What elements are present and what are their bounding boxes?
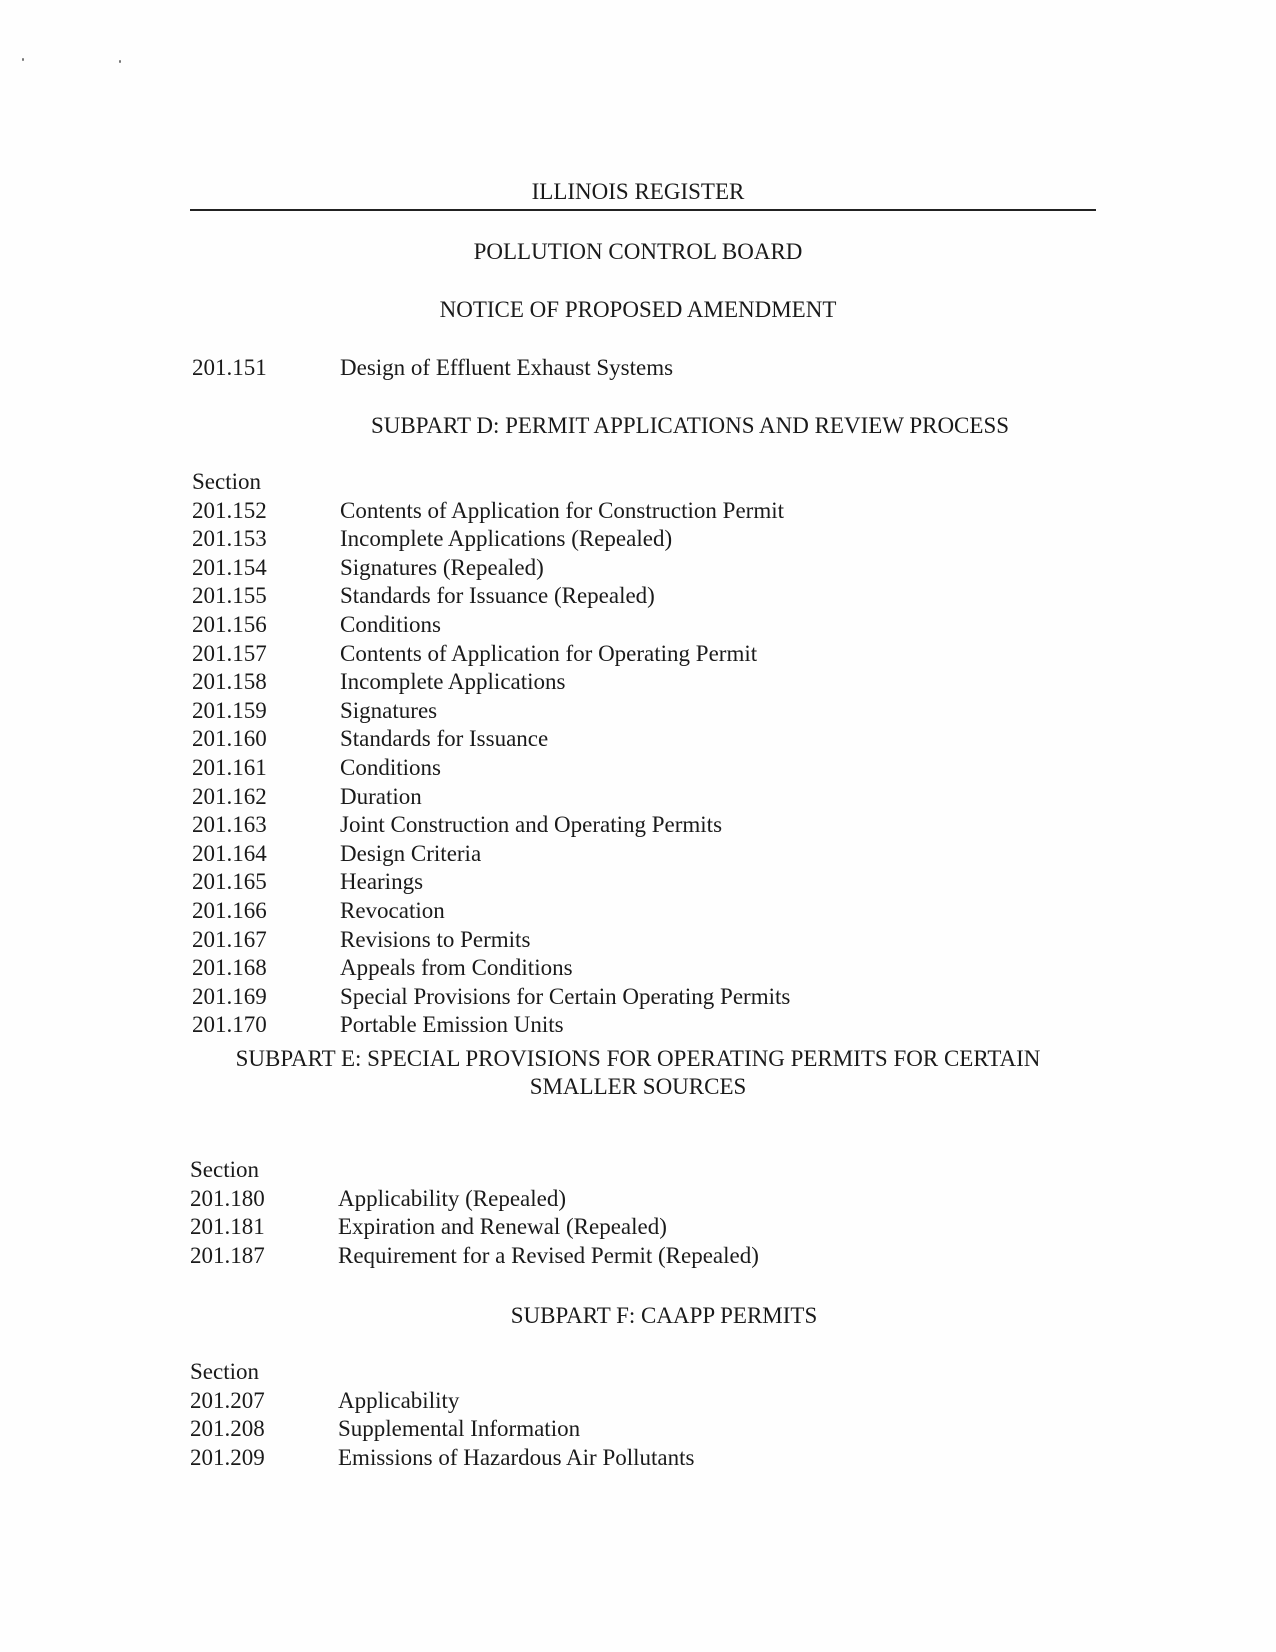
section-title: Portable Emission Units	[340, 1012, 564, 1038]
toc-row	[192, 926, 1092, 955]
toc-row	[192, 611, 1092, 640]
toc-row	[190, 1415, 1090, 1444]
section-number: 201.165	[192, 869, 267, 895]
section-title: Design Criteria	[340, 840, 482, 866]
section-number: 201.166	[192, 897, 267, 923]
section-title: Revisions to Permits	[340, 926, 531, 952]
section-number: 201.170	[192, 1012, 267, 1038]
toc-row	[192, 697, 1092, 726]
section-number: 201.187	[190, 1242, 265, 1268]
section-number: 201.151	[192, 355, 267, 380]
section-title: Expiration and Renewal (Repealed)	[338, 1214, 667, 1240]
section-title: Contents of Application for Operating Permit	[340, 640, 758, 666]
section-title: Hearings	[340, 869, 424, 895]
section-number: 201.208	[190, 1416, 265, 1442]
section-title: Standards for Issuance	[340, 726, 549, 752]
toc-row	[192, 811, 1092, 840]
toc-row	[192, 525, 1092, 554]
section-number: 201.209	[190, 1444, 265, 1470]
section-column-label: Section	[190, 1359, 259, 1384]
toc-row	[190, 1213, 1090, 1242]
subpart-e-list	[190, 1156, 1090, 1270]
section-title: Design of Effluent Exhaust Systems	[340, 355, 674, 380]
subpart-e-heading-line2: SMALLER SOURCES	[529, 1074, 747, 1099]
intro-entry	[192, 354, 1092, 383]
section-title: Special Provisions for Certain Operating Permits	[340, 983, 791, 1009]
section-number: 201.160	[192, 726, 267, 752]
notice-title: NOTICE OF PROPOSED AMENDMENT	[439, 297, 837, 322]
section-number: 201.207	[190, 1387, 265, 1413]
section-title: Signatures (Repealed)	[340, 554, 544, 580]
section-number: 201.153	[192, 526, 267, 552]
section-column-label: Section	[190, 1157, 259, 1182]
section-number: 201.181	[190, 1214, 265, 1240]
toc-row	[190, 1444, 1090, 1473]
scan-speck	[22, 58, 24, 61]
toc-row	[192, 668, 1092, 697]
section-number: 201.168	[192, 955, 267, 981]
section-number: 201.161	[192, 754, 267, 780]
section-title: Signatures	[340, 697, 438, 723]
toc-row	[192, 868, 1092, 897]
toc-row	[192, 840, 1092, 869]
section-title: Incomplete Applications (Repealed)	[340, 526, 673, 552]
section-title: Standards for Issuance (Repealed)	[340, 583, 655, 609]
section-title: Joint Construction and Operating Permits	[340, 812, 723, 838]
section-title: Appeals from Conditions	[340, 955, 573, 981]
section-title: Conditions	[340, 754, 441, 780]
section-title: Contents of Application for Construction Permit	[340, 497, 784, 523]
section-column-label: Section	[192, 469, 261, 494]
toc-row	[192, 497, 1092, 526]
section-number: 201.163	[192, 812, 267, 838]
toc-row	[192, 725, 1092, 754]
subpart-d-heading: SUBPART D: PERMIT APPLICATIONS AND REVIEW PROCESS	[370, 413, 1010, 438]
section-title: Requirement for a Revised Permit (Repealed)	[338, 1242, 759, 1268]
toc-row	[192, 1011, 1092, 1040]
toc-row	[192, 582, 1092, 611]
header-rule	[190, 209, 1096, 211]
toc-row	[192, 554, 1092, 583]
register-title: ILLINOIS REGISTER	[531, 179, 745, 204]
toc-row	[192, 954, 1092, 983]
section-title: Emissions of Hazardous Air Pollutants	[338, 1444, 695, 1470]
toc-row	[192, 783, 1092, 812]
subpart-f-list	[190, 1358, 1090, 1472]
section-title: Applicability	[338, 1387, 460, 1413]
section-number: 201.154	[192, 554, 267, 580]
subpart-f-heading: SUBPART F: CAAPP PERMITS	[510, 1303, 818, 1328]
section-number: 201.164	[192, 840, 267, 866]
subpart-e-heading-line1: SUBPART E: SPECIAL PROVISIONS FOR OPERATING PERMITS FOR CERTAIN	[235, 1046, 1041, 1071]
section-number: 201.162	[192, 783, 267, 809]
section-number: 201.152	[192, 497, 267, 523]
section-title: Revocation	[340, 897, 445, 923]
toc-row	[192, 354, 1092, 383]
subpart-d-list	[192, 468, 1092, 1040]
section-number: 201.169	[192, 983, 267, 1009]
section-number: 201.158	[192, 669, 267, 695]
agency-name: POLLUTION CONTROL BOARD	[473, 239, 803, 264]
section-number: 201.180	[190, 1185, 265, 1211]
section-number: 201.157	[192, 640, 267, 666]
toc-row	[190, 1242, 1090, 1271]
section-number: 201.156	[192, 611, 267, 637]
section-title: Applicability (Repealed)	[338, 1185, 567, 1211]
toc-row	[192, 983, 1092, 1012]
section-title: Duration	[340, 783, 422, 809]
toc-row	[192, 897, 1092, 926]
toc-row	[192, 754, 1092, 783]
scan-speck	[119, 60, 121, 63]
section-title: Supplemental Information	[338, 1416, 581, 1442]
toc-row	[190, 1185, 1090, 1214]
toc-row	[190, 1387, 1090, 1416]
section-title: Incomplete Applications	[340, 669, 566, 695]
section-number: 201.155	[192, 583, 267, 609]
toc-row	[192, 640, 1092, 669]
section-title: Conditions	[340, 611, 441, 637]
section-number: 201.167	[192, 926, 267, 952]
section-number: 201.159	[192, 697, 267, 723]
